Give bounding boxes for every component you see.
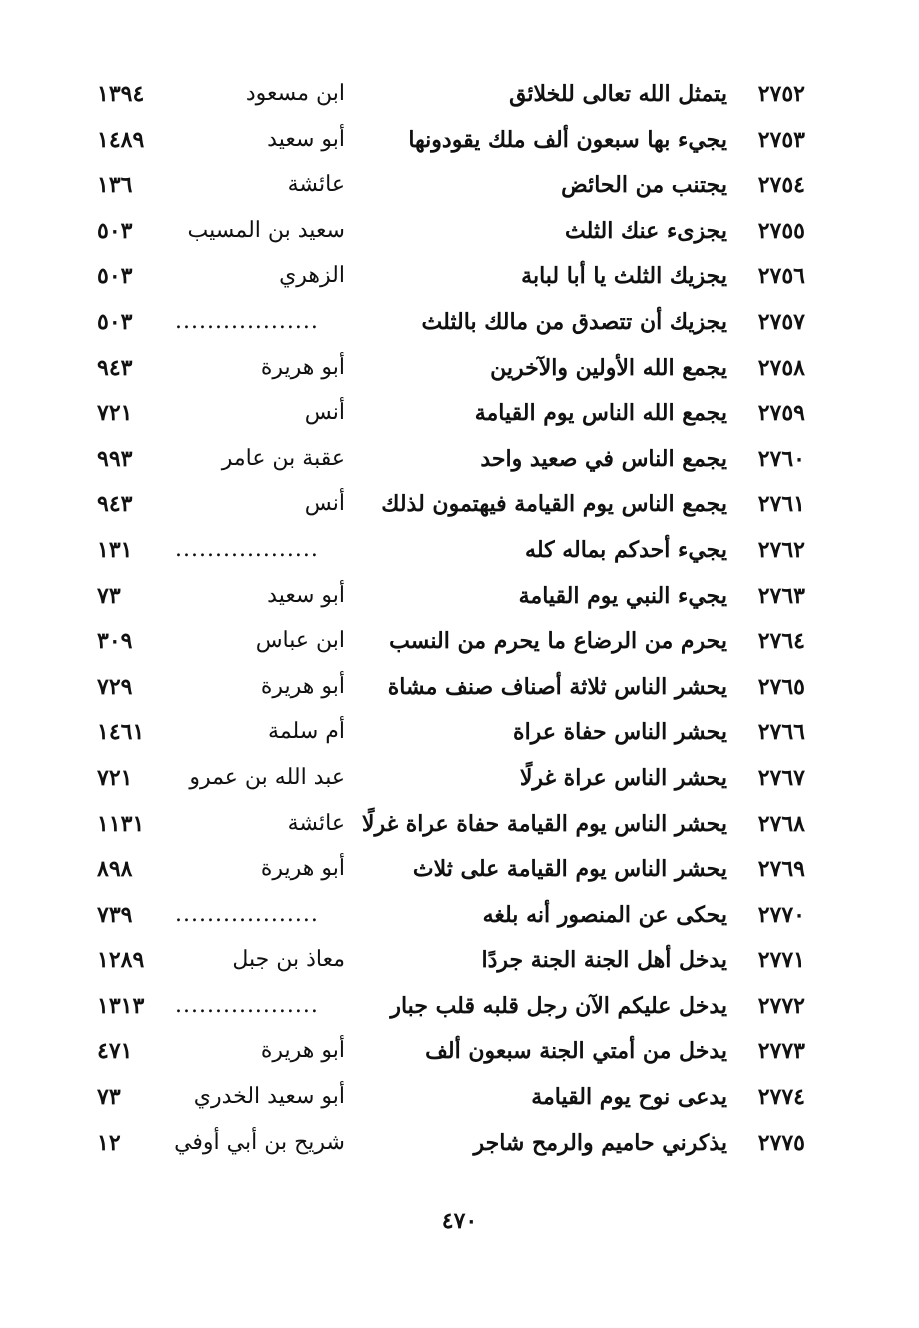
hadith-text: يجمع الله الأولين والآخرين <box>490 354 727 381</box>
entry-number: ٢٧٥٨ <box>757 354 805 381</box>
index-entry <box>97 804 805 850</box>
entry-number: ٢٧٥٤ <box>757 172 805 199</box>
entry-number: ٢٧٦٠ <box>757 445 805 472</box>
hadith-text: يجمع الناس يوم القيامة فيهتمون لذلك <box>381 491 727 518</box>
page-ref: ١٣١٣ <box>97 992 145 1019</box>
narrator: أبو هريرة <box>260 856 345 882</box>
hadith-text: يحرم من الرضاع ما يحرم من النسب <box>389 628 727 655</box>
entry-number: ٢٧٦٨ <box>757 810 805 837</box>
index-entry <box>97 940 805 986</box>
entry-number: ٢٧٦١ <box>757 491 805 518</box>
narrator: أبو سعيد <box>267 126 345 152</box>
hadith-index-list <box>97 74 805 1168</box>
page-ref: ١٣٦ <box>97 172 133 199</box>
hadith-text: يجيء بها سبعون ألف ملك يقودونها <box>408 126 727 153</box>
page-ref: ٧٢١ <box>97 400 133 427</box>
hadith-text: يجمع الناس في صعيد واحد <box>480 445 727 472</box>
index-entry <box>97 849 805 895</box>
index-entry <box>97 576 805 622</box>
page-ref: ٥٠٣ <box>97 217 133 244</box>
index-entry <box>97 530 805 576</box>
entry-number: ٢٧٧٤ <box>757 1084 805 1111</box>
page-number: ٤٧٠ <box>441 1208 478 1234</box>
entry-number: ٢٧٧١ <box>757 947 805 974</box>
page-ref: ٤٧١ <box>97 1038 133 1065</box>
narrator: عقبة بن عامر <box>221 445 345 471</box>
hadith-text: يذكرني حاميم والرمح شاجر <box>473 1129 727 1156</box>
narrator-placeholder-dots: .................. <box>175 992 319 1018</box>
hadith-text: يدخل أهل الجنة الجنة جردًا <box>481 947 727 974</box>
index-entry <box>97 74 805 120</box>
hadith-text: يحشر الناس يوم القيامة حفاة عراة غرلًا <box>361 810 727 837</box>
page-ref: ١٣٩٤ <box>97 81 145 107</box>
index-entry <box>97 986 805 1032</box>
entry-number: ٢٧٥٩ <box>757 400 805 427</box>
index-entry <box>97 621 805 667</box>
index-entry <box>97 667 805 713</box>
index-entry <box>97 211 805 257</box>
entry-number: ٢٧٦٩ <box>757 856 805 883</box>
narrator: أبو سعيد <box>267 582 345 608</box>
narrator: أبو هريرة <box>260 354 345 380</box>
index-entry <box>97 120 805 166</box>
hadith-text: يحشر الناس يوم القيامة على ثلاث <box>412 856 727 883</box>
entry-number: ٢٧٦٦ <box>757 719 805 746</box>
page-ref: ١٢٨٩ <box>97 947 145 974</box>
narrator: أبو سعيد الخدري <box>193 1084 345 1110</box>
index-entry <box>97 348 805 394</box>
narrator: سعيد بن المسيب <box>187 217 345 243</box>
index-entry <box>97 439 805 485</box>
page-ref: ٩٤٣ <box>97 491 133 518</box>
entry-number: ٢٧٧٢ <box>757 992 805 1019</box>
hadith-text: يحكى عن المنصور أنه بلغه <box>482 901 727 928</box>
page-ref: ١٤٦١ <box>97 719 145 746</box>
entry-number: ٢٧٦٧ <box>757 764 805 791</box>
narrator-placeholder-dots: .................. <box>175 308 319 334</box>
page-ref: ٧٣٩ <box>97 901 133 928</box>
narrator: أم سلمة <box>268 719 345 745</box>
narrator: معاذ بن جبل <box>232 947 345 973</box>
page-ref: ٧٢٩ <box>97 673 133 700</box>
page-ref: ٧٢١ <box>97 764 133 791</box>
entry-number: ٢٧٥٥ <box>757 217 805 244</box>
hadith-text: يدخل من أمتي الجنة سبعون ألف <box>425 1038 727 1065</box>
index-entry <box>97 1123 805 1169</box>
hadith-text: يجزىء عنك الثلث <box>565 217 727 244</box>
narrator: أنس <box>304 400 345 426</box>
entry-number: ٢٧٧٣ <box>757 1038 805 1065</box>
narrator: أنس <box>304 491 345 517</box>
entry-number: ٢٧٦٥ <box>757 673 805 700</box>
hadith-text: يجزيك الثلث يا أبا لبابة <box>521 263 727 290</box>
index-entry <box>97 895 805 941</box>
narrator: ابن مسعود <box>245 81 345 106</box>
narrator: عائشة <box>287 172 345 198</box>
page-ref: ٧٣ <box>97 582 121 609</box>
page-ref: ٥٠٣ <box>97 308 133 335</box>
entry-number: ٢٧٦٣ <box>757 582 805 609</box>
narrator: أبو هريرة <box>260 1038 345 1064</box>
page-ref: ١٢ <box>97 1129 121 1156</box>
narrator-placeholder-dots: .................. <box>175 536 319 562</box>
entry-number: ٢٧٥٢ <box>757 81 805 107</box>
index-entry <box>97 1077 805 1123</box>
page-ref: ٩٤٣ <box>97 354 133 381</box>
narrator: الزهري <box>279 263 345 289</box>
index-entry <box>97 484 805 530</box>
entry-number: ٢٧٥٦ <box>757 263 805 290</box>
hadith-text: يجمع الله الناس يوم القيامة <box>474 400 727 427</box>
hadith-text: يجيء أحدكم بماله كله <box>525 536 727 563</box>
narrator: أبو هريرة <box>260 673 345 699</box>
entry-number: ٢٧٦٤ <box>757 628 805 655</box>
index-entry <box>97 256 805 302</box>
entry-number: ٢٧٦٢ <box>757 536 805 563</box>
page-ref: ١٣١ <box>97 536 133 563</box>
index-entry <box>97 165 805 211</box>
entry-number: ٢٧٥٣ <box>757 126 805 153</box>
narrator: ابن عباس <box>255 628 345 654</box>
page-ref: ١١٣١ <box>97 810 145 837</box>
index-entry <box>97 758 805 804</box>
hadith-text: يتمثل الله تعالى للخلائق <box>509 81 727 107</box>
entry-number: ٢٧٧٥ <box>757 1129 805 1156</box>
hadith-text: يحشر الناس عراة غرلًا <box>519 764 727 791</box>
hadith-text: يحشر الناس ثلاثة أصناف صنف مشاة <box>387 673 727 700</box>
page-ref: ١٤٨٩ <box>97 126 145 153</box>
hadith-text: يجتنب من الحائض <box>561 172 727 199</box>
narrator: عبد الله بن عمرو <box>189 764 345 790</box>
narrator-placeholder-dots: .................. <box>175 901 319 927</box>
page-ref: ٧٣ <box>97 1084 121 1111</box>
index-entry <box>97 393 805 439</box>
index-entry <box>97 1031 805 1077</box>
hadith-text: يجيء النبي يوم القيامة <box>518 582 727 609</box>
page-ref: ٨٩٨ <box>97 856 133 883</box>
page-ref: ٥٠٣ <box>97 263 133 290</box>
narrator: شريح بن أبي أوفي <box>174 1129 345 1155</box>
narrator: عائشة <box>287 810 345 836</box>
index-entry <box>97 302 805 348</box>
page-ref: ٣٠٩ <box>97 628 133 655</box>
entry-number: ٢٧٧٠ <box>757 901 805 928</box>
hadith-text: يحشر الناس حفاة عراة <box>513 719 727 746</box>
hadith-text: يدخل عليكم الآن رجل قلبه قلب جبار <box>390 992 727 1019</box>
entry-number: ٢٧٥٧ <box>757 308 805 335</box>
hadith-text: يجزيك أن تتصدق من مالك بالثلث <box>421 308 727 335</box>
hadith-text: يدعى نوح يوم القيامة <box>531 1084 727 1111</box>
page-ref: ٩٩٣ <box>97 445 133 472</box>
index-entry <box>97 712 805 758</box>
